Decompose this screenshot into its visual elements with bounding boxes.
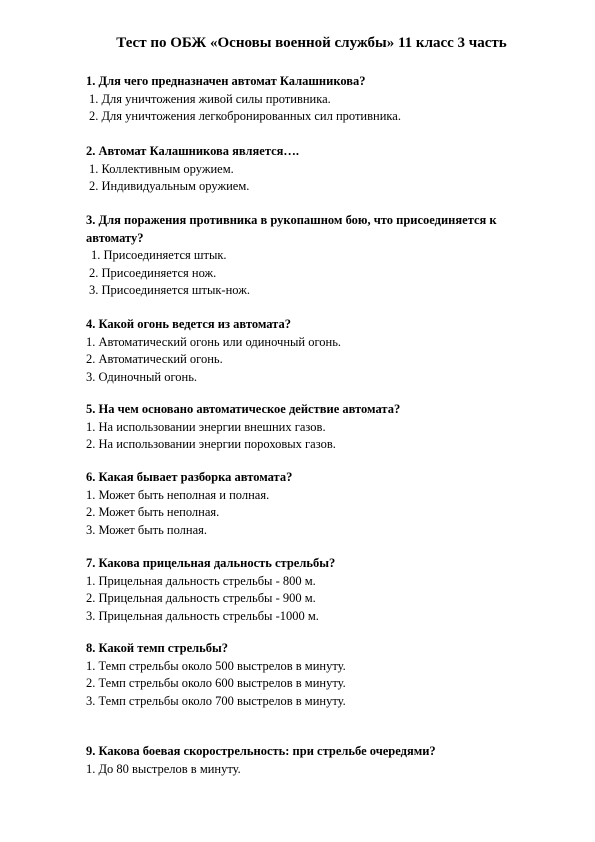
question-block-5 [86, 401, 526, 454]
question-block-1 [86, 73, 526, 126]
question-text: 4. Какой огонь ведется из автомата? [86, 317, 291, 331]
answer-option: 2. Индивидуальным оружием. [89, 179, 250, 193]
answer-option: 2. Присоединяется нож. [89, 265, 217, 280]
answer-option: 2. Прицельная дальность стрельбы - 900 м. [86, 591, 316, 605]
question-block-6 [86, 469, 526, 539]
page-title: Тест по ОБЖ «Основы военной службы» 11 класс 3 часть [116, 35, 507, 51]
answer-option: 3. Одиночный огонь. [86, 369, 198, 384]
answer-option: 2. Для уничтожения легкобронированных сил противника. [89, 109, 401, 123]
answer-option: 1. Для уничтожения живой силы противника. [89, 91, 331, 106]
question-text: 2. Автомат Калашникова является…. [86, 144, 300, 158]
question-block-2 [86, 143, 526, 196]
answer-option: 1. Прицельная дальность стрельбы - 800 м. [86, 573, 316, 588]
answer-option: 1. На использовании энергии внешних газов. [86, 419, 326, 434]
question-block-3 [86, 212, 526, 300]
answer-option: 3. Присоединяется штык-нож. [89, 283, 250, 297]
answer-option: 1. Может быть неполная и полная. [86, 487, 270, 502]
question-block-9 [86, 743, 526, 778]
answer-option: 1. До 80 выстрелов в минуту. [86, 761, 241, 776]
answer-option: 1. Коллективным оружием. [89, 161, 234, 176]
answer-option: 1. Автоматический огонь или одиночный огонь. [86, 334, 342, 349]
answer-option: 3. Темп стрельбы около 700 выстрелов в минуту. [86, 693, 346, 708]
question-text: 1. Для чего предназначен автомат Калашникова? [86, 74, 366, 88]
question-text: 3. Для поражения противника в рукопашном бою, что присоединяется к автомату? [86, 213, 497, 245]
question-text: 7. Какова прицельная дальность стрельбы? [86, 556, 336, 570]
answer-option: 1. Темп стрельбы около 500 выстрелов в минуту. [86, 658, 346, 673]
answer-option: 2. На использовании энергии пороховых газов. [86, 437, 336, 451]
question-text: 6. Какая бывает разборка автомата? [86, 470, 293, 484]
answer-option: 3. Прицельная дальность стрельбы -1000 м. [86, 608, 319, 623]
question-block-4 [86, 316, 526, 386]
question-block-7 [86, 555, 526, 625]
question-text: 5. На чем основано автоматическое действие автомата? [86, 402, 401, 416]
question-text: 8. Какой темп стрельбы? [86, 641, 229, 655]
answer-option: 2. Темп стрельбы около 600 выстрелов в минуту. [86, 676, 346, 690]
answer-option: 1. Присоединяется штык. [91, 248, 227, 262]
answer-option: 2. Может быть неполная. [86, 505, 220, 519]
answer-option: 2. Автоматический огонь. [86, 352, 223, 366]
answer-option: 3. Может быть полная. [86, 522, 208, 537]
question-block-8 [86, 640, 526, 710]
question-text: 9. Какова боевая скорострельность: при стрельбе очередями? [86, 744, 436, 758]
